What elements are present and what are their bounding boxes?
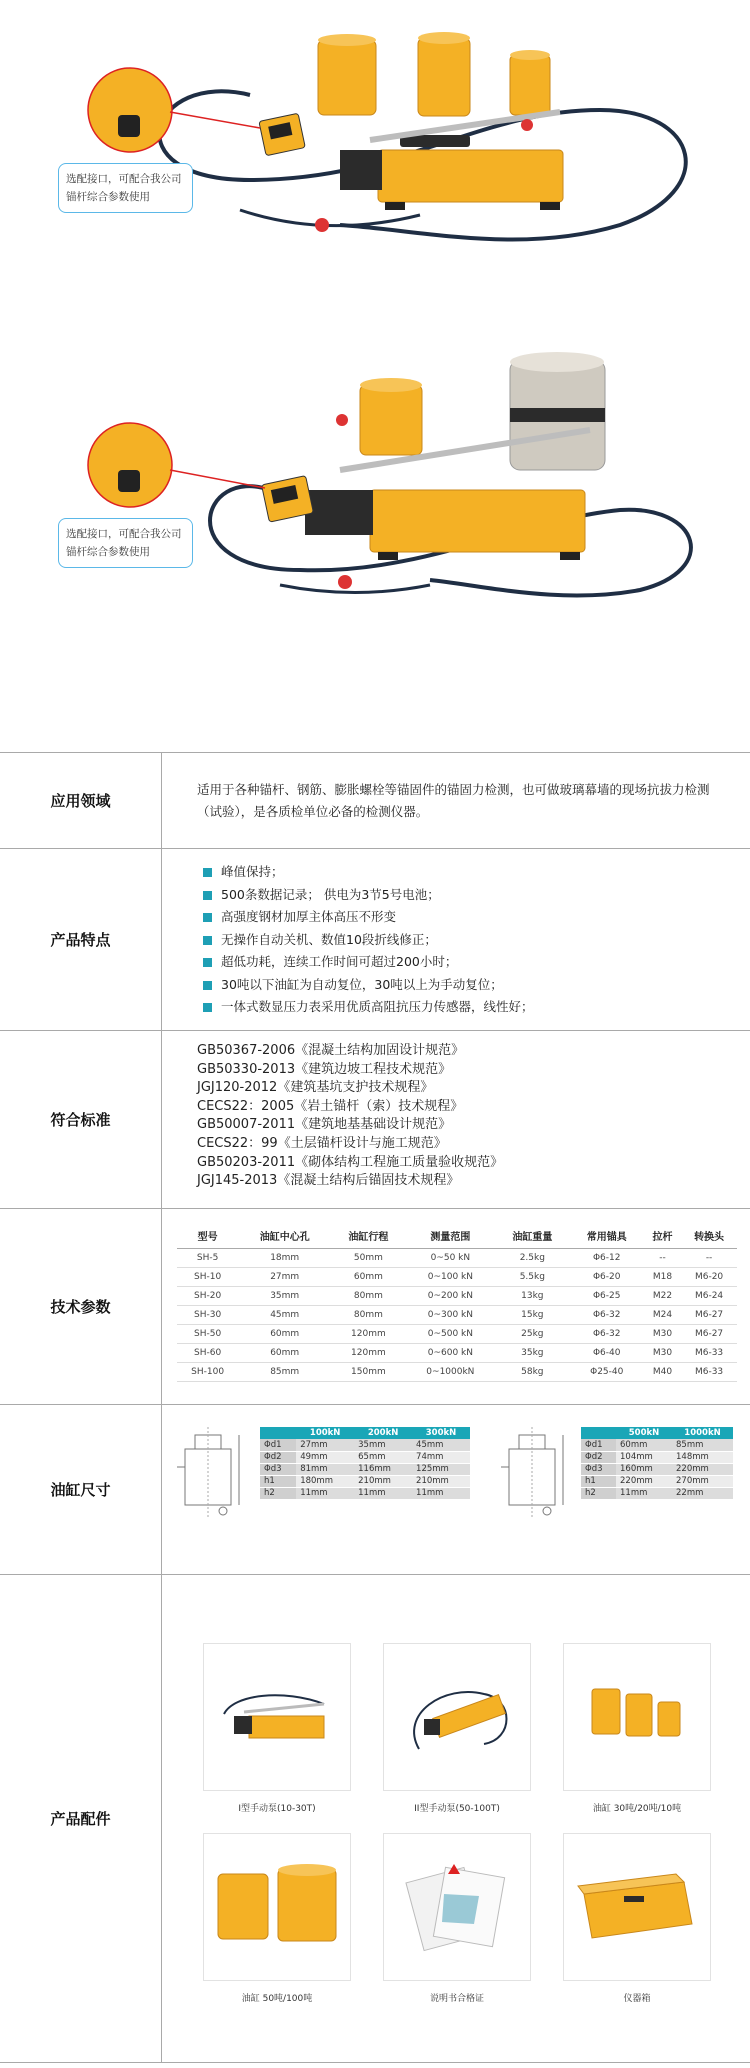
- table-cell: 104mm: [616, 1451, 672, 1463]
- table-cell: 11mm: [354, 1487, 412, 1499]
- large-cylinders-icon: [204, 1834, 350, 1980]
- table-cell: 210mm: [412, 1475, 470, 1487]
- list-item: 无操作自动关机、数值10段折线修正；: [203, 929, 534, 952]
- table-header: 拉杆: [644, 1223, 681, 1249]
- callout-line2: 锚杆综合参数使用: [66, 191, 150, 203]
- row-label: 应用领域: [0, 753, 162, 848]
- product-photo-1: [0, 0, 750, 330]
- table-cell: Φd2: [581, 1451, 616, 1463]
- table-header: 型号: [177, 1223, 238, 1249]
- table-cell: 49mm: [296, 1451, 354, 1463]
- table-header: 常用锚具: [570, 1223, 644, 1249]
- table-header: 200kN: [354, 1427, 412, 1439]
- table-cell: 60mm: [238, 1344, 331, 1363]
- table-header: 300kN: [412, 1427, 470, 1439]
- table-cell: 11mm: [616, 1487, 672, 1499]
- table-cell: 80mm: [331, 1287, 405, 1306]
- table-cell: 180mm: [296, 1475, 354, 1487]
- table-row: [177, 1268, 737, 1287]
- accessory-caption: 油缸 30吨/20吨/10吨: [592, 1804, 682, 1814]
- product-photo-2: [0, 340, 750, 670]
- table-cell: h1: [581, 1475, 616, 1487]
- table-header: 油缸中心孔: [238, 1223, 331, 1249]
- table-row: [260, 1451, 470, 1463]
- table-cell: 160mm: [616, 1463, 672, 1475]
- table-cell: 2.5kg: [495, 1249, 569, 1268]
- table-row: [260, 1439, 470, 1451]
- table-cell: --: [644, 1249, 681, 1268]
- list-item: 超低功耗，连续工作时间可超过200小时；: [203, 951, 534, 974]
- list-item: GB50330-2013《建筑边坡工程技术规范》: [197, 1061, 452, 1077]
- list-item: 峰值保持；: [203, 861, 534, 884]
- table-cell: Φ6-20: [570, 1268, 644, 1287]
- table-cell: M30: [644, 1325, 681, 1344]
- table-cell: 27mm: [296, 1439, 354, 1451]
- table-cell: 0~50 kN: [406, 1249, 496, 1268]
- table-cell: 0~100 kN: [406, 1268, 496, 1287]
- table-row: [177, 1363, 737, 1382]
- table-cell: 11mm: [412, 1487, 470, 1499]
- table-cell: 60mm: [331, 1268, 405, 1287]
- table-cell: 120mm: [331, 1325, 405, 1344]
- table-row: [260, 1475, 470, 1487]
- table-cell: 220mm: [672, 1463, 733, 1475]
- table-cell: h1: [260, 1475, 296, 1487]
- table-header: 500kN: [616, 1427, 672, 1439]
- table-cell: 65mm: [354, 1451, 412, 1463]
- standards-list: [197, 1042, 503, 1191]
- table-cell: Φd1: [581, 1439, 616, 1451]
- table-header: 转换头: [681, 1223, 737, 1249]
- table-header: [581, 1427, 616, 1439]
- table-cell: 11mm: [296, 1487, 354, 1499]
- row-features: [0, 849, 750, 1031]
- row-label: 技术参数: [0, 1209, 162, 1404]
- callout-line2: 锚杆综合参数使用: [66, 546, 150, 558]
- table-row: [581, 1451, 733, 1463]
- table-cell: M24: [644, 1306, 681, 1325]
- table-cell: 148mm: [672, 1451, 733, 1463]
- table-row: [581, 1475, 733, 1487]
- row-tech: [0, 1209, 750, 1405]
- callout-line1: 选配接口，可配合我公司: [66, 173, 182, 185]
- spec-table: [0, 752, 750, 2064]
- row-label: 产品配件: [0, 1575, 162, 2062]
- table-cell: SH-100: [177, 1363, 238, 1382]
- list-item: 500条数据记录； 供电为3节5号电池；: [203, 884, 534, 907]
- list-item: GB50367-2006《混凝土结构加固设计规范》: [197, 1043, 465, 1058]
- list-item: 高强度钢材加厚主体高压不形变: [203, 906, 534, 929]
- table-cell: 45mm: [412, 1439, 470, 1451]
- cylinders-icon: [564, 1644, 710, 1790]
- table-cell: 85mm: [672, 1439, 733, 1451]
- row-dimensions: [0, 1405, 750, 1575]
- table-row: [260, 1463, 470, 1475]
- table-cell: M30: [644, 1344, 681, 1363]
- table-cell: 0~1000kN: [406, 1363, 496, 1382]
- table-cell: Φ6-12: [570, 1249, 644, 1268]
- table-cell: 81mm: [296, 1463, 354, 1475]
- table-cell: 35kg: [495, 1344, 569, 1363]
- table-cell: M6-24: [681, 1287, 737, 1306]
- table-cell: 5.5kg: [495, 1268, 569, 1287]
- table-cell: SH-5: [177, 1249, 238, 1268]
- table-cell: 0~200 kN: [406, 1287, 496, 1306]
- table-header: 100kN: [296, 1427, 354, 1439]
- table-cell: Φd1: [260, 1439, 296, 1451]
- row-label: 油缸尺寸: [0, 1405, 162, 1574]
- table-cell: 58kg: [495, 1363, 569, 1382]
- table-row: [581, 1463, 733, 1475]
- table-cell: 60mm: [616, 1439, 672, 1451]
- cylinder-drawing-icon: [501, 1427, 571, 1527]
- tester-large-illustration: [0, 340, 750, 670]
- list-item: GB50007-2011《建筑地基基础设计规范》: [197, 1117, 452, 1133]
- accessory-caption: II型手动泵(50-100T): [414, 1804, 500, 1814]
- list-item: JGJ120-2012《建筑基坑支护技术规程》: [197, 1080, 434, 1096]
- accessory-caption: 仪器箱: [623, 1994, 651, 2004]
- table-cell: SH-30: [177, 1306, 238, 1325]
- table-row: [177, 1306, 737, 1325]
- list-item: CECS22：99《土层锚杆设计与施工规范》: [197, 1135, 447, 1151]
- table-header: 1000kN: [672, 1427, 733, 1439]
- table-cell: Φd2: [260, 1451, 296, 1463]
- table-row: [177, 1287, 737, 1306]
- row-label: 符合标准: [0, 1031, 162, 1208]
- accessory-card: [203, 1643, 351, 1814]
- table-cell: h2: [581, 1487, 616, 1499]
- table-cell: 85mm: [238, 1363, 331, 1382]
- table-cell: Φ6-25: [570, 1287, 644, 1306]
- table-cell: M18: [644, 1268, 681, 1287]
- table-cell: 80mm: [331, 1306, 405, 1325]
- table-cell: 220mm: [616, 1475, 672, 1487]
- table-header: 油缸行程: [331, 1223, 405, 1249]
- manual-icon: [384, 1834, 530, 1980]
- accessory-card: [563, 1833, 711, 2004]
- row-standards: [0, 1031, 750, 1209]
- table-cell: 25kg: [495, 1325, 569, 1344]
- list-item: CECS22：2005《岩土锚杆（索）技术规程》: [197, 1098, 464, 1114]
- table-header: 测量范围: [406, 1223, 496, 1249]
- table-cell: 50mm: [331, 1249, 405, 1268]
- table-cell: Φd3: [581, 1463, 616, 1475]
- accessory-card: [203, 1833, 351, 2004]
- cylinder-drawing-icon: [177, 1427, 247, 1527]
- pump-icon: [204, 1644, 350, 1790]
- table-cell: M6-20: [681, 1268, 737, 1287]
- table-row: [177, 1249, 737, 1268]
- table-cell: 22mm: [672, 1487, 733, 1499]
- table-cell: SH-20: [177, 1287, 238, 1306]
- table-cell: --: [681, 1249, 737, 1268]
- row-accessories: [0, 1575, 750, 2063]
- case-icon: [564, 1834, 710, 1980]
- table-cell: M6-27: [681, 1306, 737, 1325]
- table-row: [177, 1344, 737, 1363]
- table-row: [260, 1487, 470, 1499]
- table-cell: 27mm: [238, 1268, 331, 1287]
- table-cell: 270mm: [672, 1475, 733, 1487]
- table-cell: h2: [260, 1487, 296, 1499]
- list-item: GB50203-2011《砌体结构工程施工质量验收规范》: [197, 1154, 504, 1170]
- callout-line1: 选配接口，可配合我公司: [66, 528, 182, 540]
- list-item: JGJ145-2013《混凝土结构后锚固技术规程》: [197, 1173, 460, 1189]
- table-cell: 35mm: [354, 1439, 412, 1451]
- accessory-card: [563, 1643, 711, 1814]
- accessory-caption: 说明书合格证: [429, 1994, 484, 2004]
- table-cell: M6-33: [681, 1363, 737, 1382]
- table-cell: M6-33: [681, 1344, 737, 1363]
- table-cell: 150mm: [331, 1363, 405, 1382]
- table-cell: 0~600 kN: [406, 1344, 496, 1363]
- table-header: [260, 1427, 296, 1439]
- table-cell: 15kg: [495, 1306, 569, 1325]
- accessory-caption: I型手动泵(10-30T): [238, 1804, 316, 1814]
- feature-list: [203, 861, 534, 1019]
- table-cell: Φ25-40: [570, 1363, 644, 1382]
- interface-callout: [58, 163, 193, 213]
- table-row: [581, 1439, 733, 1451]
- table-cell: SH-10: [177, 1268, 238, 1287]
- table-cell: 35mm: [238, 1287, 331, 1306]
- table-header: 油缸重量: [495, 1223, 569, 1249]
- list-item: 一体式数显压力表采用优质高阻抗压力传感器，线性好；: [203, 996, 534, 1019]
- accessory-card: [383, 1833, 531, 2004]
- list-item: 30吨以下油缸为自动复位，30吨以上为手动复位；: [203, 974, 534, 997]
- interface-callout: [58, 518, 193, 568]
- table-cell: 0~300 kN: [406, 1306, 496, 1325]
- application-text: 适用于各种锚杆、钢筋、膨胀螺栓等锚固件的锚固力检测，也可做玻璃幕墙的现场抗拔力检测（试验），是各质检单位必备的检测仪器。: [197, 782, 710, 819]
- table-cell: M22: [644, 1287, 681, 1306]
- table-cell: Φ6-40: [570, 1344, 644, 1363]
- table-row: [581, 1487, 733, 1499]
- table-cell: 210mm: [354, 1475, 412, 1487]
- table-cell: 120mm: [331, 1344, 405, 1363]
- table-row: [177, 1325, 737, 1344]
- accessory-caption: 油缸 50吨/100吨: [241, 1994, 313, 2004]
- table-cell: 60mm: [238, 1325, 331, 1344]
- table-cell: Φ6-32: [570, 1306, 644, 1325]
- table-cell: 13kg: [495, 1287, 569, 1306]
- table-cell: 74mm: [412, 1451, 470, 1463]
- table-cell: M40: [644, 1363, 681, 1382]
- tech-params-table: [177, 1223, 737, 1382]
- row-label: 产品特点: [0, 849, 162, 1030]
- table-cell: 116mm: [354, 1463, 412, 1475]
- table-cell: SH-60: [177, 1344, 238, 1363]
- table-cell: 125mm: [412, 1463, 470, 1475]
- dimension-table-left: [260, 1427, 470, 1500]
- pump-large-icon: [384, 1644, 530, 1790]
- dimension-table-right: [581, 1427, 733, 1500]
- table-cell: M6-27: [681, 1325, 737, 1344]
- accessory-card: [383, 1643, 531, 1814]
- row-application: [0, 753, 750, 849]
- table-cell: 45mm: [238, 1306, 331, 1325]
- table-cell: Φd3: [260, 1463, 296, 1475]
- table-cell: 18mm: [238, 1249, 331, 1268]
- table-cell: Φ6-32: [570, 1325, 644, 1344]
- table-cell: SH-50: [177, 1325, 238, 1344]
- table-cell: 0~500 kN: [406, 1325, 496, 1344]
